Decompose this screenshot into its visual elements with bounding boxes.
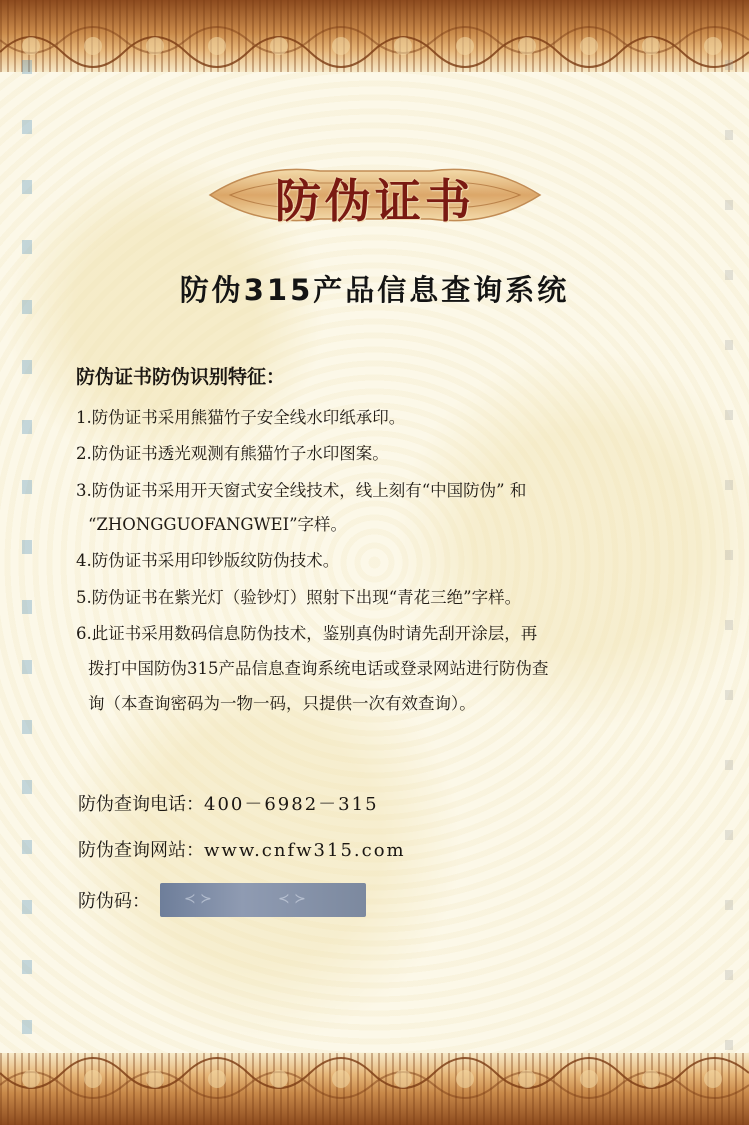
feature-line: 5.防伪证书在紫光灯（验钞灯）照射下出现“青花三绝”字样。 xyxy=(76,588,522,607)
phone-label: 防伪查询电话： xyxy=(78,794,204,815)
feature-line: 2.防伪证书透光观测有熊猫竹子水印图案。 xyxy=(76,444,389,463)
feature-line: “ZHONGGUOFANGWEI”字样。 xyxy=(88,515,348,534)
website-url: www.cnfw315.com xyxy=(204,840,406,861)
phone-row xyxy=(78,790,379,816)
scratch-pattern-icon: ≺ ≻ xyxy=(184,891,212,907)
feature-line: 6.此证书采用数码信息防伪技术，鉴别真伪时请先刮开涂层，再 xyxy=(76,624,538,643)
feature-line: 拨打中国防伪315产品信息查询系统电话或登录网站进行防伪查 xyxy=(88,659,549,678)
features-heading: 防伪证书防伪识别特征： xyxy=(76,366,286,388)
system-subtitle: 防伪315产品信息查询系统 xyxy=(179,273,570,307)
website-row xyxy=(78,836,406,862)
scratch-off-panel[interactable] xyxy=(160,883,366,917)
certificate-title: 防伪证书 xyxy=(275,174,475,228)
security-thread-right xyxy=(725,60,733,1050)
feature-line: 1.防伪证书采用熊猫竹子安全线水印纸承印。 xyxy=(76,408,406,427)
website-label: 防伪查询网站： xyxy=(78,840,204,861)
feature-line: 4.防伪证书采用印钞版纹防伪技术。 xyxy=(76,551,340,570)
security-thread-left xyxy=(22,60,32,1050)
code-row xyxy=(78,887,150,913)
ornamental-border-icon xyxy=(0,0,749,72)
ornamental-border-icon xyxy=(0,1053,749,1125)
phone-number: 400－6982－315 xyxy=(204,794,379,815)
ornamental-border-bottom xyxy=(0,1053,749,1125)
code-label: 防伪码： xyxy=(78,891,150,912)
title-banner xyxy=(200,145,550,245)
feature-line: 3.防伪证书采用开天窗式安全线技术，线上刻有“中国防伪” 和 xyxy=(76,481,527,500)
ornamental-border-top xyxy=(0,0,749,72)
scratch-pattern-icon: ≺ ≻ xyxy=(278,891,306,907)
feature-line: 询（本查询密码为一物一码，只提供一次有效查询）。 xyxy=(88,694,476,713)
